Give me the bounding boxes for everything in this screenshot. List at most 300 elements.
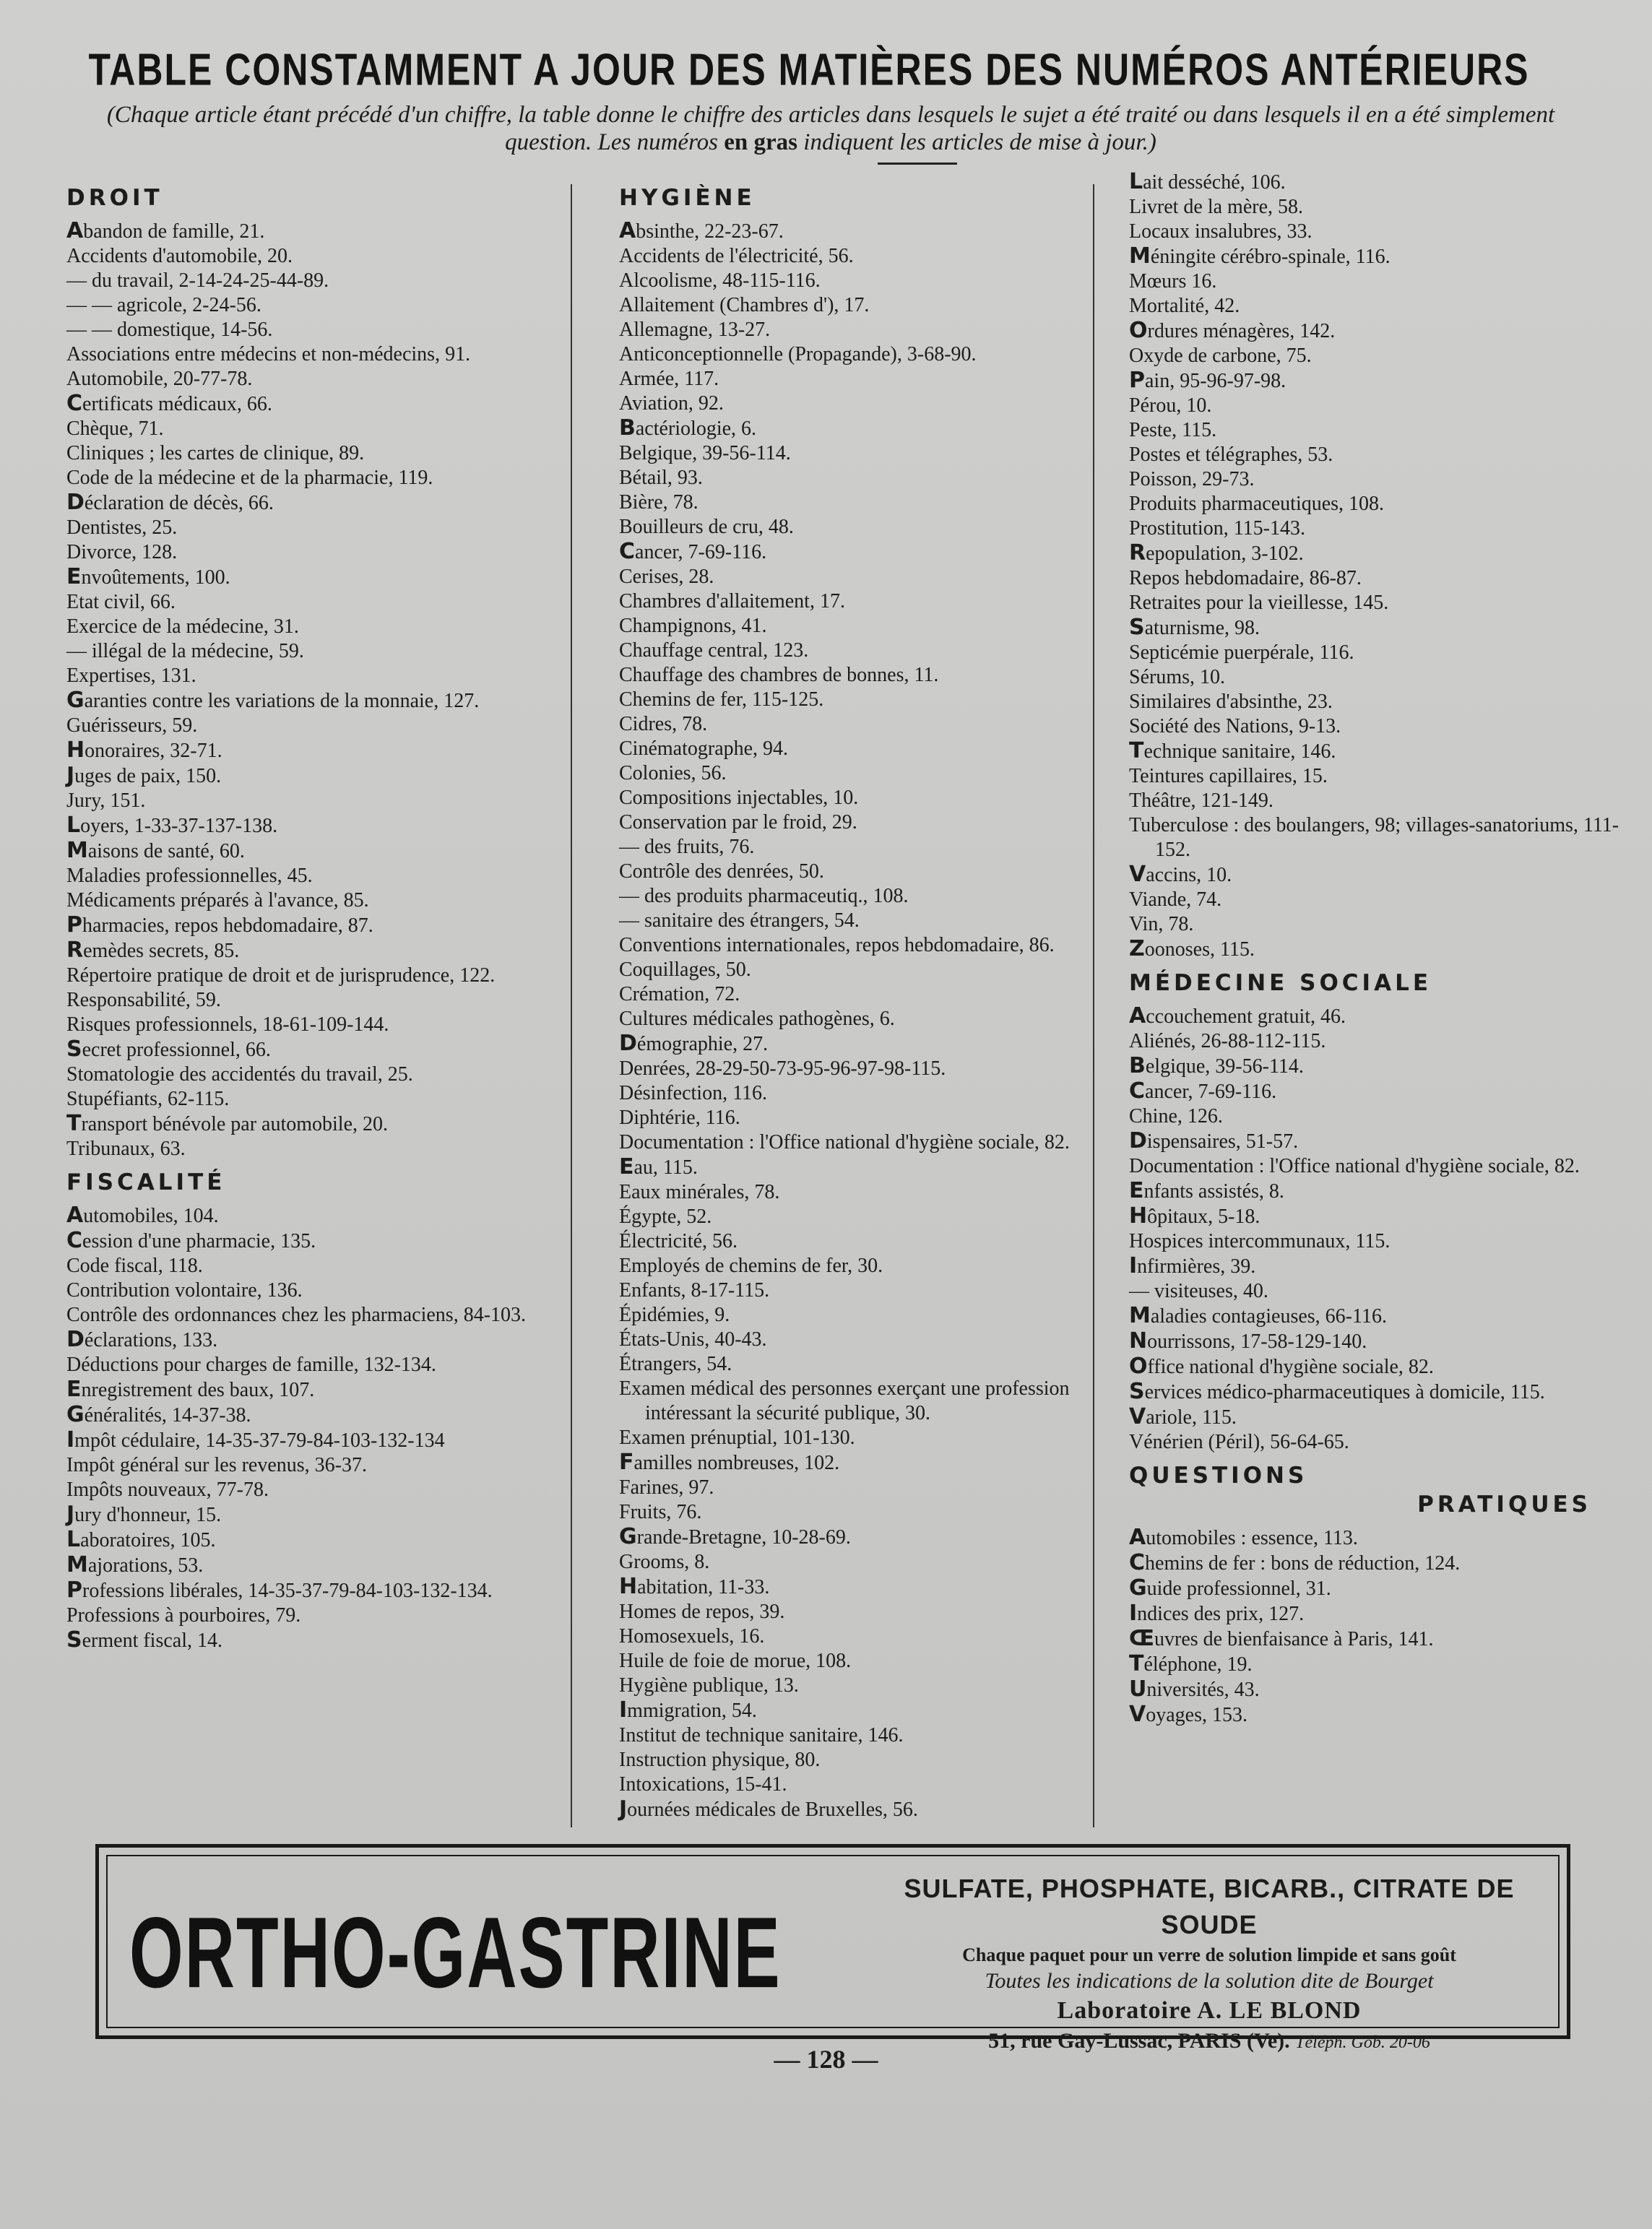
index-entry <box>1129 170 1627 195</box>
entry-text: abitation, 11-33. <box>637 1576 770 1598</box>
index-entry <box>66 1353 543 1377</box>
index-entry <box>619 1057 1096 1081</box>
entry-text: Conventions internationales, repos hebdomadaire, 86. <box>619 934 1055 956</box>
index-entry <box>1129 294 1627 319</box>
entry-initial: C <box>1129 1550 1146 1575</box>
entry-text: aisons de santé, 60. <box>87 840 245 862</box>
entry-initial: A <box>1129 1525 1146 1550</box>
index-entry <box>66 988 543 1013</box>
index-entry <box>1129 1229 1627 1254</box>
advert-indications: Toutes les indications de la solution dite de Bourget <box>985 1969 1434 1993</box>
index-entry <box>619 1748 1096 1773</box>
section-heading: QUESTIONS <box>1129 1463 1308 1489</box>
intro-text-1: (Chaque article étant précédé d'un chiffre, la table donne le chiffre des articles dans lesquels le sujet a été traité ou dans lesquels il en a été simplement question. Les numéros <box>106 102 1555 155</box>
entry-text: Vin, 78. <box>1129 913 1194 935</box>
index-entry <box>619 884 1096 909</box>
entry-text: Stomatologie des accidentés du travail, 25. <box>66 1063 413 1086</box>
entry-text: Accidents de l'électricité, 56. <box>619 245 854 267</box>
index-entry <box>619 712 1096 737</box>
index-entry <box>619 1797 1096 1822</box>
advert-phone: Téléph. Gob. 20-06 <box>1295 2033 1430 2052</box>
entry-text: ertificats médicaux, 66. <box>82 393 272 415</box>
entry-text: Documentation : l'Office national d'hygiène sociale, 82. <box>619 1131 1070 1154</box>
index-entry <box>619 1352 1096 1377</box>
index-entry <box>619 737 1096 761</box>
entry-text: ransport bénévole par automobile, 20. <box>81 1113 389 1135</box>
index-entry <box>66 1453 543 1478</box>
index-entry <box>1129 269 1627 294</box>
intro-gras: en gras <box>724 129 798 155</box>
entry-initial: P <box>66 1577 82 1603</box>
entry-text: Teintures capillaires, 15. <box>1129 765 1328 787</box>
index-entry <box>619 1550 1096 1575</box>
entry-text: Intoxications, 15-41. <box>619 1773 787 1796</box>
index-entry <box>619 1674 1096 1698</box>
index-entry <box>1129 862 1627 888</box>
entry-text: Diphtérie, 116. <box>619 1107 740 1129</box>
index-entry <box>1129 220 1627 244</box>
entry-initial: H <box>619 1574 638 1599</box>
entry-text: — visiteuses, 40. <box>1129 1280 1268 1302</box>
entry-initial: M <box>1129 1303 1151 1328</box>
index-entry <box>66 714 543 738</box>
entry-text: Chemins de fer, 115-125. <box>619 688 824 711</box>
entry-text: epopulation, 3-102. <box>1146 542 1304 565</box>
entry-text: Étrangers, 54. <box>619 1353 732 1375</box>
entry-text: Impôt général sur les revenus, 36-37. <box>66 1454 367 1476</box>
index-entry <box>619 1081 1096 1106</box>
index-entry <box>1129 492 1627 516</box>
index-entry <box>66 789 543 813</box>
index-entry <box>66 293 543 318</box>
advertisement <box>95 1844 1570 2053</box>
entry-text: ariole, 115. <box>1146 1406 1237 1429</box>
index-entry <box>619 909 1096 933</box>
entry-text: amilles nombreuses, 102. <box>633 1452 840 1474</box>
entry-text: aladies contagieuses, 66-116. <box>1150 1305 1387 1328</box>
entry-text: Compositions injectables, 10. <box>619 787 859 809</box>
index-entry <box>619 1229 1096 1254</box>
index-entry <box>619 1500 1096 1525</box>
index-entry <box>1129 344 1627 368</box>
entry-text: ervices médico-pharmaceutiques à domicile, 115. <box>1144 1381 1545 1403</box>
entry-text: bandon de famille, 21. <box>83 220 265 243</box>
entry-text: nvoûtements, 100. <box>81 566 230 589</box>
entry-text: Champignons, 41. <box>619 615 767 637</box>
entry-initial: I <box>1129 1601 1138 1626</box>
index-entry <box>1129 1104 1627 1129</box>
entry-initial: D <box>619 1031 637 1056</box>
entry-text: Impôts nouveaux, 77-78. <box>66 1479 269 1501</box>
index-entry <box>1129 690 1627 714</box>
entry-initial: S <box>66 1627 82 1653</box>
entry-text: énéralités, 14-37-38. <box>84 1404 251 1427</box>
index-entry <box>66 639 543 664</box>
index-entry <box>619 367 1096 391</box>
entry-text: Huile de foie de morue, 108. <box>619 1650 852 1672</box>
entry-text: Chauffage central, 123. <box>619 639 809 662</box>
index-entry <box>1129 1004 1627 1029</box>
index-entry <box>1129 1254 1627 1279</box>
index-entry <box>619 515 1096 540</box>
entry-text: Accidents d'automobile, 20. <box>66 245 293 267</box>
entry-text: Cinématographe, 94. <box>619 737 789 760</box>
entry-text: Prostitution, 115-143. <box>1129 517 1305 540</box>
entry-text: ndices des prix, 127. <box>1137 1603 1305 1625</box>
index-entry <box>1129 1430 1627 1455</box>
index-entry <box>619 269 1096 293</box>
advert-composition: SULFATE, PHOSPHATE, BICARB., CITRATE DE SOUDE <box>904 1874 1515 1939</box>
index-entry <box>619 639 1096 663</box>
entry-text: Grooms, 8. <box>619 1551 710 1573</box>
entry-initial: O <box>1129 318 1148 343</box>
entry-text: — — domestique, 14-56. <box>66 319 273 341</box>
section-heading: MÉDECINE SOCIALE <box>1129 970 1432 996</box>
entry-text: ury d'honneur, 15. <box>74 1504 222 1526</box>
entry-text: ession d'une pharmacie, 135. <box>82 1230 316 1252</box>
index-entry <box>1129 739 1627 764</box>
index-entry <box>1129 1576 1627 1601</box>
entry-text: — — agricole, 2-24-56. <box>66 294 261 316</box>
index-entry <box>66 1502 543 1528</box>
entry-initial: R <box>1129 540 1146 566</box>
index-entry <box>619 1031 1096 1057</box>
index-entry <box>619 1155 1096 1180</box>
advertisement-frame <box>106 1855 1560 2053</box>
index-entry <box>619 663 1096 688</box>
entry-initial: D <box>66 490 85 515</box>
entry-text: Automobile, 20-77-78. <box>66 368 253 390</box>
entry-text: Code de la médecine et de la pharmacie, 119. <box>66 467 433 489</box>
entry-initial: A <box>66 1203 84 1228</box>
entry-text: Crémation, 72. <box>619 983 740 1005</box>
index-entry <box>66 664 543 688</box>
entry-text: Guérisseurs, 59. <box>66 714 198 737</box>
index-entry <box>1129 813 1627 862</box>
intro-text-2: indiquent les articles de mise à jour.) <box>803 129 1156 155</box>
index-entry <box>619 219 1096 244</box>
entry-text: Postes et télégraphes, 53. <box>1129 443 1333 466</box>
entry-initial: H <box>1129 1203 1148 1229</box>
index-entry <box>619 1624 1096 1649</box>
index-entry <box>1129 615 1627 641</box>
entry-text: ajorations, 53. <box>87 1554 204 1577</box>
entry-initial: M <box>66 838 88 863</box>
entry-text: ôpitaux, 5-18. <box>1147 1206 1260 1228</box>
entry-text: Coquillages, 50. <box>619 958 751 981</box>
entry-text: Dentistes, 25. <box>66 516 178 539</box>
entry-initial: G <box>66 688 85 713</box>
index-entry <box>1129 195 1627 220</box>
index-entry <box>619 244 1096 269</box>
index-entry <box>1129 1329 1627 1354</box>
entry-text: echnique sanitaire, 146. <box>1143 740 1336 763</box>
entry-text: actériologie, 6. <box>635 417 757 440</box>
advert-laboratory: Laboratoire A. LE BLOND <box>1057 1997 1362 2024</box>
entry-text: nfants assistés, 8. <box>1143 1180 1284 1203</box>
index-entry <box>1129 443 1627 467</box>
entry-initial: T <box>1129 738 1144 763</box>
entry-text: Instruction physique, 80. <box>619 1749 821 1771</box>
index-entry <box>1129 665 1627 690</box>
entry-text: Locaux insalubres, 33. <box>1129 220 1312 243</box>
entry-text: Similaires d'absinthe, 23. <box>1129 691 1333 713</box>
page-number: — 128 — <box>774 2045 878 2074</box>
index-entry <box>619 565 1096 589</box>
entry-text: Risques professionnels, 18-61-109-144. <box>66 1013 389 1036</box>
index-entry <box>1129 1627 1627 1652</box>
index-entry <box>1129 1179 1627 1204</box>
index-entry <box>619 490 1096 515</box>
entry-text: éningite cérébro-spinale, 116. <box>1150 246 1391 268</box>
index-entry <box>1129 1029 1627 1054</box>
index-entry <box>1129 1204 1627 1229</box>
entry-text: Tuberculose : des boulangers, 98; villages-sanatoriums, 111-152. <box>1129 814 1619 861</box>
index-entry <box>1129 591 1627 615</box>
entry-text: Maladies professionnelles, 45. <box>66 865 313 887</box>
index-entry <box>1129 888 1627 912</box>
index-entry <box>619 1180 1096 1205</box>
entry-text: Armée, 117. <box>619 368 719 390</box>
entry-initial: Z <box>1129 936 1145 961</box>
entry-text: au, 115. <box>633 1156 698 1179</box>
index-entry <box>1129 714 1627 739</box>
index-entry <box>1129 1380 1627 1405</box>
index-entry <box>66 615 543 639</box>
index-entry <box>66 1087 543 1112</box>
entry-text: erment fiscal, 14. <box>82 1629 222 1652</box>
entry-initial: U <box>1129 1676 1147 1702</box>
index-entry <box>66 688 543 714</box>
column-divider <box>1093 184 1094 1827</box>
index-entry <box>1129 764 1627 789</box>
index-entry <box>619 614 1096 639</box>
entry-initial: D <box>1129 1128 1147 1154</box>
entry-text: rdures ménagères, 142. <box>1147 320 1336 342</box>
entry-text: Livret de la mère, 58. <box>1129 196 1304 218</box>
entry-text: éclarations, 133. <box>84 1329 218 1351</box>
entry-text: Viande, 74. <box>1129 888 1222 911</box>
index-entry <box>619 589 1096 614</box>
index-entry <box>1129 1551 1627 1576</box>
entry-initial: C <box>66 1228 83 1253</box>
index-entry <box>66 1328 543 1353</box>
entry-text: Fruits, 76. <box>619 1501 702 1523</box>
index-column-3 <box>1129 170 1627 1728</box>
entry-text: Sérums, 10. <box>1129 666 1225 688</box>
index-entry <box>619 1773 1096 1797</box>
entry-text: Chambres d'allaitement, 17. <box>619 590 845 613</box>
entry-text: Répertoire pratique de droit et de jurisprudence, 122. <box>66 964 496 987</box>
index-entry <box>66 391 543 417</box>
index-column-2 <box>619 177 1096 1822</box>
entry-initial: M <box>1129 243 1151 269</box>
entry-text: Alcoolisme, 48-115-116. <box>619 269 821 292</box>
entry-initial: Œ <box>1129 1626 1155 1651</box>
entry-text: Anticonceptionnelle (Propagande), 3-68-90. <box>619 343 977 365</box>
index-entry <box>66 1377 543 1403</box>
index-entry <box>66 1203 543 1229</box>
index-entry <box>619 1377 1096 1426</box>
index-entry <box>66 813 543 839</box>
entry-text: Médicaments préparés à l'avance, 85. <box>66 889 369 912</box>
entry-text: Tribunaux, 63. <box>66 1138 186 1160</box>
index-entry <box>1129 1279 1627 1304</box>
entry-initial: S <box>1129 1379 1145 1404</box>
entry-text: Oxyde de carbone, 75. <box>1129 345 1312 367</box>
entry-text: Conservation par le froid, 29. <box>619 811 857 834</box>
entry-initial: H <box>66 737 85 763</box>
entry-text: Cerises, 28. <box>619 566 714 588</box>
index-entry <box>1129 566 1627 591</box>
index-entry <box>619 318 1096 342</box>
entry-initial: J <box>66 763 75 788</box>
entry-text: hemins de fer : bons de réduction, 124. <box>1145 1552 1461 1575</box>
index-entry <box>619 1450 1096 1476</box>
index-entry <box>66 367 543 391</box>
entry-text: aranties contre les variations de la monnaie, 127. <box>84 690 480 712</box>
entry-text: Etat civil, 66. <box>66 591 176 613</box>
index-entry <box>66 1062 543 1087</box>
index-entry <box>66 839 543 864</box>
entry-initial: D <box>66 1327 85 1352</box>
index-entry <box>66 417 543 441</box>
index-entry <box>1129 912 1627 937</box>
index-entry <box>1129 937 1627 962</box>
index-entry <box>66 1553 543 1578</box>
entry-text: Cultures médicales pathogènes, 6. <box>619 1008 895 1030</box>
entry-text: Poisson, 29-73. <box>1129 468 1255 490</box>
entry-text: — des fruits, 76. <box>619 836 755 858</box>
index-entry <box>1129 1304 1627 1329</box>
entry-text: ourrissons, 17-58-129-140. <box>1147 1330 1367 1353</box>
entry-initial: G <box>1129 1575 1147 1601</box>
entry-text: nfirmières, 39. <box>1137 1255 1256 1278</box>
entry-text: ancer, 7-69-116. <box>1145 1081 1277 1103</box>
entry-initial: M <box>66 1552 88 1577</box>
index-entry <box>619 958 1096 982</box>
index-entry <box>619 1649 1096 1674</box>
entry-initial: I <box>66 1427 75 1453</box>
index-entry <box>66 269 543 293</box>
index-entry <box>66 1603 543 1628</box>
entry-text: Contrôle des ordonnances chez les pharmaciens, 84-103. <box>66 1304 527 1326</box>
entry-text: oyers, 1-33-37-137-138. <box>80 815 278 837</box>
index-entry <box>619 835 1096 860</box>
entry-text: Institut de technique sanitaire, 146. <box>619 1724 904 1747</box>
entry-initial: S <box>66 1036 82 1062</box>
index-entry <box>619 1723 1096 1748</box>
entry-initial: O <box>1129 1354 1148 1379</box>
index-entry <box>66 490 543 516</box>
entry-text: Bouilleurs de cru, 48. <box>619 516 794 538</box>
entry-text: nregistrement des baux, 107. <box>81 1379 315 1401</box>
index-entry <box>66 466 543 490</box>
entry-text: Déductions pour charges de famille, 132-134. <box>66 1354 436 1376</box>
index-entry <box>66 1428 543 1453</box>
entry-text: accins, 10. <box>1146 864 1232 886</box>
entry-text: ancer, 7-69-116. <box>635 541 767 563</box>
entry-initial: E <box>66 1377 82 1402</box>
index-entry <box>1129 319 1627 344</box>
entry-text: Aviation, 92. <box>619 392 724 415</box>
entry-text: — des produits pharmaceutiq., 108. <box>619 885 909 907</box>
index-entry <box>619 466 1096 490</box>
entry-text: ecret professionnel, 66. <box>82 1039 271 1061</box>
index-entry <box>619 1130 1096 1155</box>
index-entry <box>619 761 1096 786</box>
index-entry <box>619 1525 1096 1550</box>
page-title: TABLE CONSTAMMENT A JOUR DES MATIÈRES DES NUMÉROS ANTÉRIEURS <box>88 44 1530 95</box>
index-entry <box>1129 1702 1627 1728</box>
entry-text: aturnisme, 98. <box>1144 617 1260 639</box>
entry-text: Théâtre, 121-149. <box>1129 789 1273 812</box>
index-entry <box>619 933 1096 958</box>
index-entry <box>66 516 543 540</box>
entry-text: Repos hebdomadaire, 86-87. <box>1129 567 1362 589</box>
entry-initial: L <box>66 1527 81 1552</box>
index-entry <box>1129 1154 1627 1179</box>
index-entry <box>619 1575 1096 1600</box>
entry-text: Farines, 97. <box>619 1476 714 1499</box>
entry-initial: P <box>1129 368 1145 393</box>
entry-text: emèdes secrets, 85. <box>83 940 240 962</box>
index-entry <box>1129 467 1627 492</box>
entry-text: ccouchement gratuit, 46. <box>1146 1005 1346 1028</box>
index-entry <box>66 1112 543 1137</box>
entry-text: — sanitaire des étrangers, 54. <box>619 909 860 932</box>
index-entry <box>1129 641 1627 665</box>
entry-text: Cliniques ; les cartes de clinique, 89. <box>66 442 365 464</box>
entry-text: Homes de repos, 39. <box>619 1601 785 1623</box>
advert-details <box>866 1871 1552 2057</box>
entry-initial: P <box>66 912 82 938</box>
index-entry <box>1129 1677 1627 1702</box>
entry-initial: V <box>1129 1702 1146 1727</box>
index-entry <box>66 1478 543 1502</box>
entry-text: Mortalité, 42. <box>1129 295 1240 317</box>
index-entry <box>1129 1525 1627 1551</box>
entry-initial: V <box>1129 1404 1146 1429</box>
entry-text: Contribution volontaire, 136. <box>66 1279 303 1302</box>
entry-initial: C <box>1129 1078 1146 1104</box>
section-heading: DROIT <box>66 185 163 211</box>
entry-text: Bière, 78. <box>619 491 699 514</box>
index-entry <box>66 1013 543 1037</box>
entry-text: Belgique, 39-56-114. <box>619 442 791 464</box>
entry-text: Septicémie puerpérale, 116. <box>1129 641 1354 664</box>
index-entry <box>66 318 543 342</box>
index-entry <box>619 342 1096 367</box>
entry-initial: J <box>619 1796 628 1822</box>
entry-text: éléphone, 19. <box>1143 1653 1253 1676</box>
index-entry <box>619 860 1096 884</box>
index-entry <box>66 864 543 888</box>
entry-initial: A <box>1129 1003 1146 1029</box>
entry-text: Code fiscal, 118. <box>66 1255 203 1277</box>
index-entry <box>66 441 543 466</box>
entry-text: Homosexuels, 16. <box>619 1625 765 1648</box>
entry-initial: N <box>1129 1328 1148 1354</box>
entry-initial: S <box>1129 615 1145 640</box>
entry-text: mmigration, 54. <box>627 1700 757 1722</box>
entry-text: utomobiles, 104. <box>83 1205 219 1227</box>
entry-initial: L <box>66 813 81 838</box>
entry-text: Hospices intercommunaux, 115. <box>1129 1230 1391 1252</box>
advert-brand: ORTHO-GASTRINE <box>129 1897 782 2009</box>
entry-text: éclaration de décès, 66. <box>84 492 274 514</box>
entry-text: Examen prénuptial, 101-130. <box>619 1427 855 1449</box>
